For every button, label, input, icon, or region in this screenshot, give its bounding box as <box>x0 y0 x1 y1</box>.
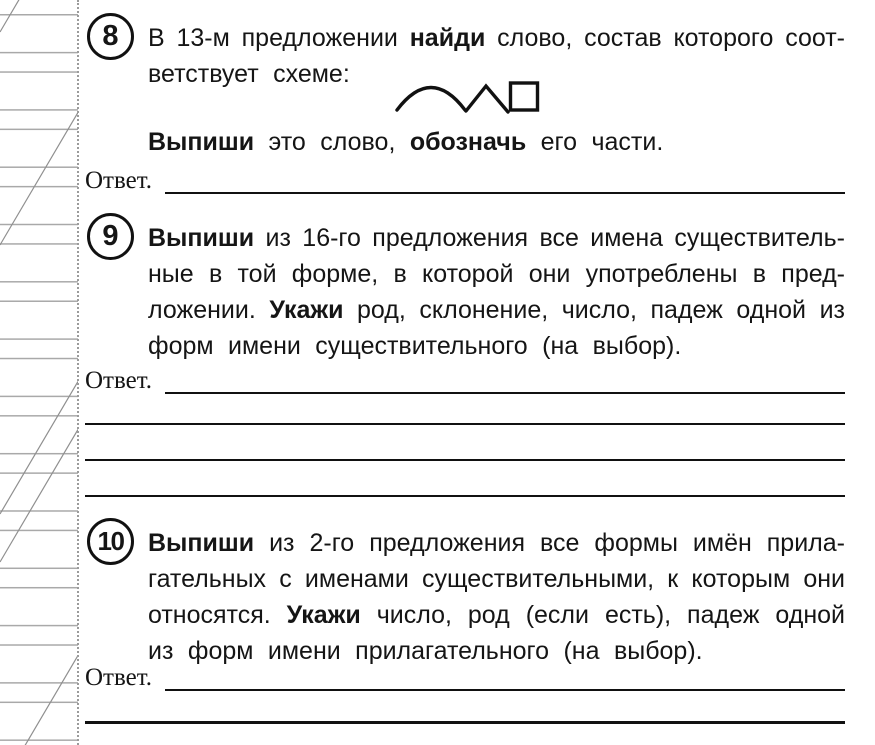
task-number-badge: 9 <box>87 213 134 260</box>
task-text-line <box>148 124 845 160</box>
answer-row <box>85 366 845 394</box>
task-text: относятся. <box>148 601 287 629</box>
answer-ruled-line[interactable] <box>85 461 845 497</box>
scheme-row <box>148 92 845 124</box>
task-text-line <box>148 20 845 56</box>
task-9 <box>85 220 845 497</box>
task-keyword: обозначь <box>409 128 527 156</box>
task-text: В 13-м предложении <box>148 24 410 52</box>
task-text: ветствует схеме: <box>148 60 350 88</box>
word-composition-scheme <box>394 72 544 116</box>
adjacent-page-edge <box>0 0 78 745</box>
task-text: из 2-го предложения все формы имён прила- <box>254 529 845 557</box>
task-text-line <box>148 292 845 328</box>
task-text-line <box>148 256 845 292</box>
task-keyword: Выпиши <box>148 224 255 252</box>
task-number-badge: 10 <box>87 518 134 565</box>
ending-square-icon <box>511 83 538 110</box>
answer-row <box>85 166 845 194</box>
worksheet-page <box>85 20 845 724</box>
task-8 <box>85 20 845 194</box>
answer-label: Ответ. <box>85 167 153 194</box>
answer-ruled-line[interactable] <box>85 721 845 724</box>
task-text: ложении. <box>148 296 270 324</box>
task-text: род, склонение, число, падеж одной из <box>343 296 845 324</box>
task-keyword: Выпиши <box>148 529 255 557</box>
task-text: из 16-го предложения все имена существитель- <box>254 224 845 252</box>
task-10 <box>85 525 845 724</box>
answer-blank-line[interactable] <box>165 191 845 194</box>
root-arc-icon <box>397 88 465 111</box>
answer-ruled-line[interactable] <box>85 394 845 425</box>
task-keyword: Укажи <box>269 296 344 324</box>
task-keyword: Выпиши <box>148 128 255 156</box>
task-text-line <box>148 561 845 597</box>
task-text: это слово, <box>254 128 410 156</box>
task-text-line <box>148 328 845 364</box>
task-text-line <box>148 633 845 669</box>
task-body <box>97 525 845 669</box>
answer-label: Ответ. <box>85 664 153 691</box>
task-text: число, род (если есть), падеж одной <box>360 601 845 629</box>
slant-rule-lines <box>0 0 78 745</box>
task-keyword: Укажи <box>286 601 361 629</box>
task-body <box>102 20 846 160</box>
task-text: слово, состав которого соот- <box>485 24 846 52</box>
tasks <box>85 20 845 724</box>
task-text-line <box>148 525 845 561</box>
task-text: ные в той форме, в которой они употреблены в пред- <box>148 260 845 288</box>
task-text: его части. <box>526 128 664 156</box>
task-text: гательных с именами существительными, к которым они <box>148 565 845 593</box>
answer-blank-line[interactable] <box>165 391 845 394</box>
task-keyword: найди <box>409 24 486 52</box>
suffix-caret-icon <box>466 86 508 112</box>
task-body <box>102 220 845 364</box>
answer-ruled-line[interactable] <box>85 425 845 461</box>
task-text-line <box>148 220 845 256</box>
task-text-line <box>148 597 845 633</box>
answer-label: Ответ. <box>85 367 153 394</box>
answer-blank-line[interactable] <box>165 688 845 691</box>
task-number-badge: 8 <box>87 13 134 60</box>
page-cut-line <box>77 0 79 745</box>
task-text: форм имени существительного (на выбор). <box>148 332 682 360</box>
task-text: из форм имени прилагательного (на выбор). <box>148 637 703 665</box>
